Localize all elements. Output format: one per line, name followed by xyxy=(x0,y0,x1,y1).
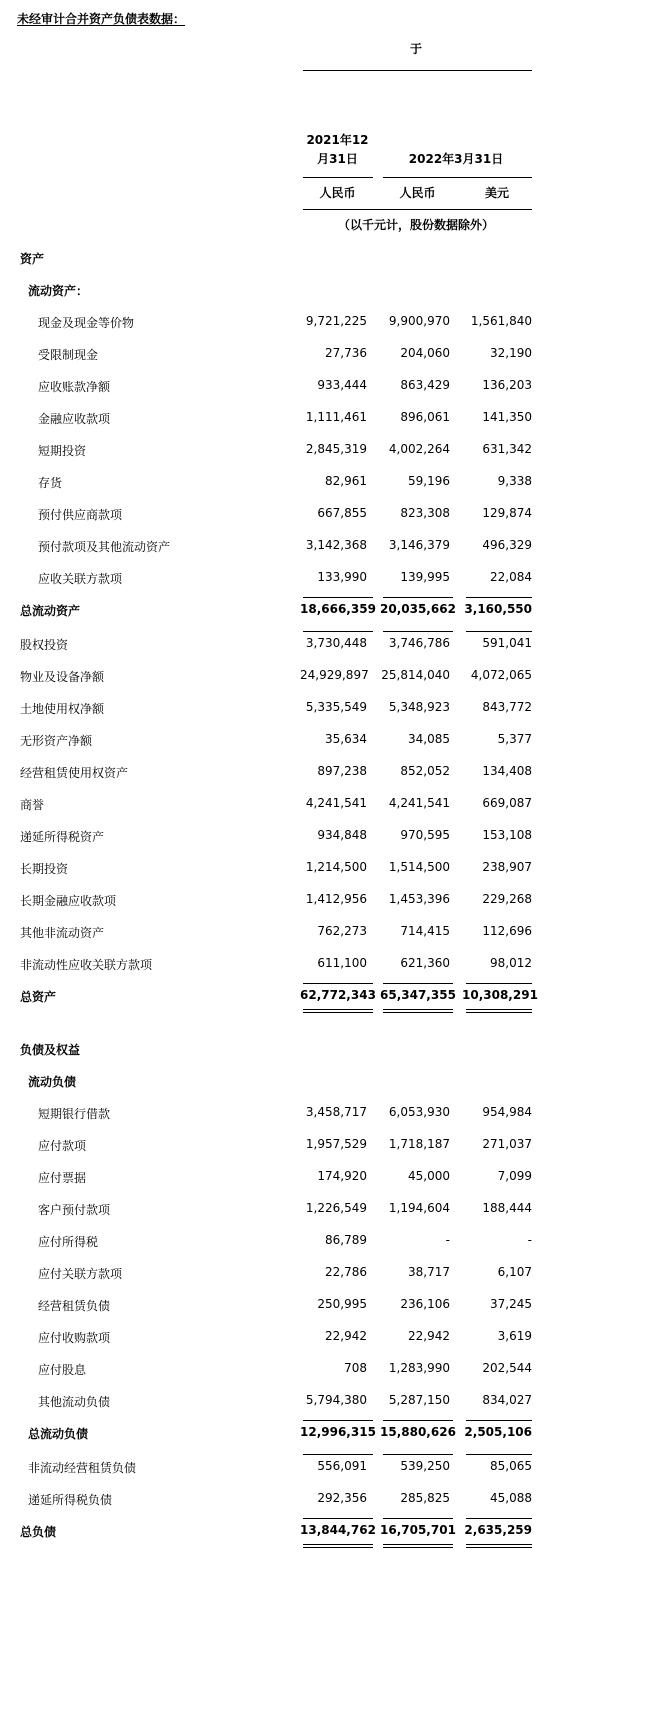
row-label: 经营租赁使用权资产 xyxy=(20,766,129,780)
row-value-col1: 1,214,500 xyxy=(305,860,367,874)
row-value-col3: 129,874 xyxy=(482,506,532,520)
row-value-col2: 38,717 xyxy=(408,1265,450,1279)
row-label: 土地使用权净额 xyxy=(20,702,105,716)
row-value-col2: 5,287,150 xyxy=(388,1393,450,1407)
row-value-col1: 250,995 xyxy=(317,1297,367,1311)
row-value-col3: 6,107 xyxy=(497,1265,532,1279)
row-value-col2: 65,347,355 xyxy=(380,988,456,1002)
row-value-col3: 202,544 xyxy=(482,1361,532,1375)
subtotal-rule xyxy=(466,631,532,632)
section-current-liabilities: 流动负债 xyxy=(28,1075,77,1089)
row-label: 其他非流动资产 xyxy=(20,926,105,940)
row-value-col1: 12,996,315 xyxy=(300,1425,376,1439)
row-value-col1: 5,335,549 xyxy=(305,700,367,714)
col23-date: 2022年3月31日 xyxy=(408,152,504,166)
row-value-col1: 292,356 xyxy=(317,1491,367,1505)
row-value-col2: 896,061 xyxy=(400,410,450,424)
row-value-col1: 3,730,448 xyxy=(305,636,367,650)
row-label: 短期银行借款 xyxy=(38,1107,111,1121)
row-value-col3: 112,696 xyxy=(482,924,532,938)
row-value-col2: 15,880,626 xyxy=(380,1425,456,1439)
subtotal-rule xyxy=(383,983,453,984)
row-label: 存货 xyxy=(38,476,63,490)
row-value-col3: 22,084 xyxy=(490,570,532,584)
row-value-col2: 863,429 xyxy=(400,378,450,392)
row-value-col3: - xyxy=(527,1233,532,1247)
row-value-col2: 22,942 xyxy=(408,1329,450,1343)
subtotal-rule xyxy=(466,983,532,984)
row-label: 应付收购款项 xyxy=(38,1331,111,1345)
subtotal-rule xyxy=(303,983,373,984)
row-label: 应付款项 xyxy=(38,1139,87,1153)
row-value-col2: 20,035,662 xyxy=(380,602,456,616)
row-value-col2: 4,002,264 xyxy=(388,442,450,456)
row-value-col2: 852,052 xyxy=(400,764,450,778)
row-value-col1: 13,844,762 xyxy=(300,1523,376,1537)
total-double-rule xyxy=(383,1544,453,1545)
row-value-col3: 32,190 xyxy=(490,346,532,360)
row-value-col2: 285,825 xyxy=(400,1491,450,1505)
total-double-rule xyxy=(466,1009,532,1010)
row-label: 总流动资产 xyxy=(20,604,81,618)
row-value-col3: 45,088 xyxy=(490,1491,532,1505)
subtotal-rule xyxy=(466,1420,532,1421)
row-value-col3: 10,308,291 xyxy=(462,988,538,1002)
total-double-rule xyxy=(303,1012,373,1013)
row-label: 递延所得税负债 xyxy=(28,1493,113,1507)
row-value-col3: 85,065 xyxy=(490,1459,532,1473)
row-value-col3: 7,099 xyxy=(497,1169,532,1183)
row-value-col3: 1,561,840 xyxy=(470,314,532,328)
row-value-col2: 5,348,923 xyxy=(388,700,450,714)
row-value-col2: 16,705,701 xyxy=(380,1523,456,1537)
row-value-col3: 141,350 xyxy=(482,410,532,424)
row-value-col1: 667,855 xyxy=(317,506,367,520)
row-label: 现金及现金等价物 xyxy=(38,316,135,330)
row-value-col2: 204,060 xyxy=(400,346,450,360)
row-value-col3: 188,444 xyxy=(482,1201,532,1215)
total-double-rule xyxy=(383,1009,453,1010)
row-value-col1: 1,111,461 xyxy=(305,410,367,424)
row-value-col2: 714,415 xyxy=(400,924,450,938)
row-value-col2: 25,814,040 xyxy=(381,668,450,682)
row-value-col1: 556,091 xyxy=(317,1459,367,1473)
row-value-col3: 834,027 xyxy=(482,1393,532,1407)
row-value-col3: 3,619 xyxy=(497,1329,532,1343)
total-double-rule xyxy=(303,1544,373,1545)
as-of-header: 于 xyxy=(409,42,422,56)
currency-usd: 美元 xyxy=(484,186,509,200)
row-value-col1: 611,100 xyxy=(317,956,367,970)
row-label: 客户预付款项 xyxy=(38,1203,111,1217)
col1-date-line1: 2021年12 xyxy=(306,133,369,147)
row-value-col3: 271,037 xyxy=(482,1137,532,1151)
row-value-col1: 22,942 xyxy=(325,1329,367,1343)
subtotal-rule xyxy=(303,1454,373,1455)
row-value-col2: 45,000 xyxy=(408,1169,450,1183)
row-value-col1: 27,736 xyxy=(325,346,367,360)
row-value-col3: 2,505,106 xyxy=(464,1425,532,1439)
subtotal-rule xyxy=(303,1420,373,1421)
total-double-rule xyxy=(466,1544,532,1545)
total-double-rule xyxy=(303,1009,373,1010)
subtotal-rule xyxy=(303,631,373,632)
row-value-col2: 970,595 xyxy=(400,828,450,842)
subtotal-rule xyxy=(383,1518,453,1519)
section-current-assets: 流动资产： xyxy=(28,284,89,298)
row-label: 非流动经营租赁负债 xyxy=(28,1461,137,1475)
row-label: 总负债 xyxy=(20,1525,57,1539)
row-value-col3: 5,377 xyxy=(497,732,532,746)
currency-rule xyxy=(303,209,532,210)
row-label: 无形资产净额 xyxy=(20,734,93,748)
row-label: 预付款项及其他流动资产 xyxy=(38,540,171,554)
col23-date-rule xyxy=(383,177,532,178)
row-value-col1: 174,920 xyxy=(317,1169,367,1183)
row-value-col3: 229,268 xyxy=(482,892,532,906)
total-double-rule xyxy=(466,1012,532,1013)
row-value-col1: 82,961 xyxy=(325,474,367,488)
row-label: 金融应收款项 xyxy=(38,412,111,426)
row-value-col1: 1,226,549 xyxy=(305,1201,367,1215)
row-label: 长期金融应收款项 xyxy=(20,894,117,908)
row-value-col3: 4,072,065 xyxy=(470,668,532,682)
row-value-col2: 59,196 xyxy=(408,474,450,488)
row-value-col3: 631,342 xyxy=(482,442,532,456)
row-label: 应付股息 xyxy=(38,1363,87,1377)
row-value-col1: 708 xyxy=(344,1361,367,1375)
total-double-rule xyxy=(303,1547,373,1548)
row-label: 受限制现金 xyxy=(38,348,99,362)
row-value-col1: 1,412,956 xyxy=(305,892,367,906)
subtotal-rule xyxy=(383,1420,453,1421)
row-value-col1: 35,634 xyxy=(325,732,367,746)
row-value-col1: 762,273 xyxy=(317,924,367,938)
row-value-col1: 2,845,319 xyxy=(305,442,367,456)
row-value-col3: 98,012 xyxy=(490,956,532,970)
row-label: 应付所得税 xyxy=(38,1235,99,1249)
row-value-col1: 22,786 xyxy=(325,1265,367,1279)
row-value-col2: 236,106 xyxy=(400,1297,450,1311)
row-value-col2: 621,360 xyxy=(400,956,450,970)
row-value-col3: 37,245 xyxy=(490,1297,532,1311)
section-assets: 资产 xyxy=(20,252,45,266)
row-label: 商誉 xyxy=(20,798,45,812)
row-value-col1: 1,957,529 xyxy=(305,1137,367,1151)
row-value-col3: 9,338 xyxy=(497,474,532,488)
row-value-col3: 2,635,259 xyxy=(464,1523,532,1537)
subtotal-rule xyxy=(303,597,373,598)
row-value-col2: 139,995 xyxy=(400,570,450,584)
row-value-col1: 133,990 xyxy=(317,570,367,584)
row-label: 股权投资 xyxy=(20,638,69,652)
row-value-col3: 496,329 xyxy=(482,538,532,552)
row-value-col2: 3,146,379 xyxy=(388,538,450,552)
row-value-col1: 62,772,343 xyxy=(300,988,376,1002)
row-value-col3: 3,160,550 xyxy=(464,602,532,616)
row-label: 其他流动负债 xyxy=(38,1395,111,1409)
section-liabilities-equity: 负债及权益 xyxy=(20,1043,81,1057)
subtotal-rule xyxy=(466,1518,532,1519)
row-value-col1: 3,142,368 xyxy=(305,538,367,552)
subtotal-rule xyxy=(303,1518,373,1519)
row-label: 应收关联方款项 xyxy=(38,572,123,586)
row-value-col2: - xyxy=(445,1233,450,1247)
row-value-col1: 934,848 xyxy=(317,828,367,842)
row-value-col3: 136,203 xyxy=(482,378,532,392)
row-value-col3: 669,087 xyxy=(482,796,532,810)
row-value-col3: 954,984 xyxy=(482,1105,532,1119)
row-value-col3: 134,408 xyxy=(482,764,532,778)
unit-note: （以千元计，股份数据除外） xyxy=(337,218,494,232)
col1-date-line2: 月31日 xyxy=(317,152,358,166)
row-value-col2: 1,283,990 xyxy=(388,1361,450,1375)
row-value-col2: 1,718,187 xyxy=(388,1137,450,1151)
row-label: 应收账款净额 xyxy=(38,380,111,394)
row-value-col1: 24,929,897 xyxy=(300,668,369,682)
col1-date-rule xyxy=(303,177,373,178)
total-double-rule xyxy=(383,1547,453,1548)
row-label: 总流动负债 xyxy=(28,1427,89,1441)
row-label: 长期投资 xyxy=(20,862,69,876)
row-value-col3: 238,907 xyxy=(482,860,532,874)
row-value-col1: 4,241,541 xyxy=(305,796,367,810)
row-value-col2: 9,900,970 xyxy=(388,314,450,328)
row-label: 预付供应商款项 xyxy=(38,508,123,522)
row-label: 非流动性应收关联方款项 xyxy=(20,958,153,972)
row-value-col2: 1,453,396 xyxy=(388,892,450,906)
row-value-col3: 153,108 xyxy=(482,828,532,842)
subtotal-rule xyxy=(466,597,532,598)
row-label: 短期投资 xyxy=(38,444,87,458)
row-value-col2: 3,746,786 xyxy=(388,636,450,650)
row-value-col2: 823,308 xyxy=(400,506,450,520)
header-rule-top xyxy=(303,70,532,71)
subtotal-rule xyxy=(383,631,453,632)
row-value-col2: 34,085 xyxy=(408,732,450,746)
row-value-col2: 6,053,930 xyxy=(388,1105,450,1119)
row-label: 递延所得税资产 xyxy=(20,830,105,844)
row-label: 物业及设备净额 xyxy=(20,670,105,684)
row-value-col1: 86,789 xyxy=(325,1233,367,1247)
row-value-col2: 1,194,604 xyxy=(388,1201,450,1215)
subtotal-rule xyxy=(383,597,453,598)
row-value-col2: 4,241,541 xyxy=(388,796,450,810)
total-double-rule xyxy=(383,1012,453,1013)
currency-rmb-1: 人民币 xyxy=(319,186,356,200)
row-value-col1: 933,444 xyxy=(317,378,367,392)
subtotal-rule xyxy=(466,1454,532,1455)
total-double-rule xyxy=(466,1547,532,1548)
row-value-col2: 1,514,500 xyxy=(388,860,450,874)
row-label: 经营租赁负债 xyxy=(38,1299,111,1313)
row-label: 总资产 xyxy=(20,990,57,1004)
row-value-col1: 9,721,225 xyxy=(305,314,367,328)
row-label: 应付票据 xyxy=(38,1171,87,1185)
row-value-col1: 897,238 xyxy=(317,764,367,778)
row-value-col2: 539,250 xyxy=(400,1459,450,1473)
row-value-col1: 18,666,359 xyxy=(300,602,376,616)
row-value-col1: 3,458,717 xyxy=(305,1105,367,1119)
row-label: 应付关联方款项 xyxy=(38,1267,123,1281)
subtotal-rule xyxy=(383,1454,453,1455)
page-title: 未经审计合并资产负债表数据： xyxy=(17,12,186,26)
row-value-col3: 843,772 xyxy=(482,700,532,714)
currency-rmb-2: 人民币 xyxy=(399,186,436,200)
row-value-col1: 5,794,380 xyxy=(305,1393,367,1407)
row-value-col3: 591,041 xyxy=(482,636,532,650)
